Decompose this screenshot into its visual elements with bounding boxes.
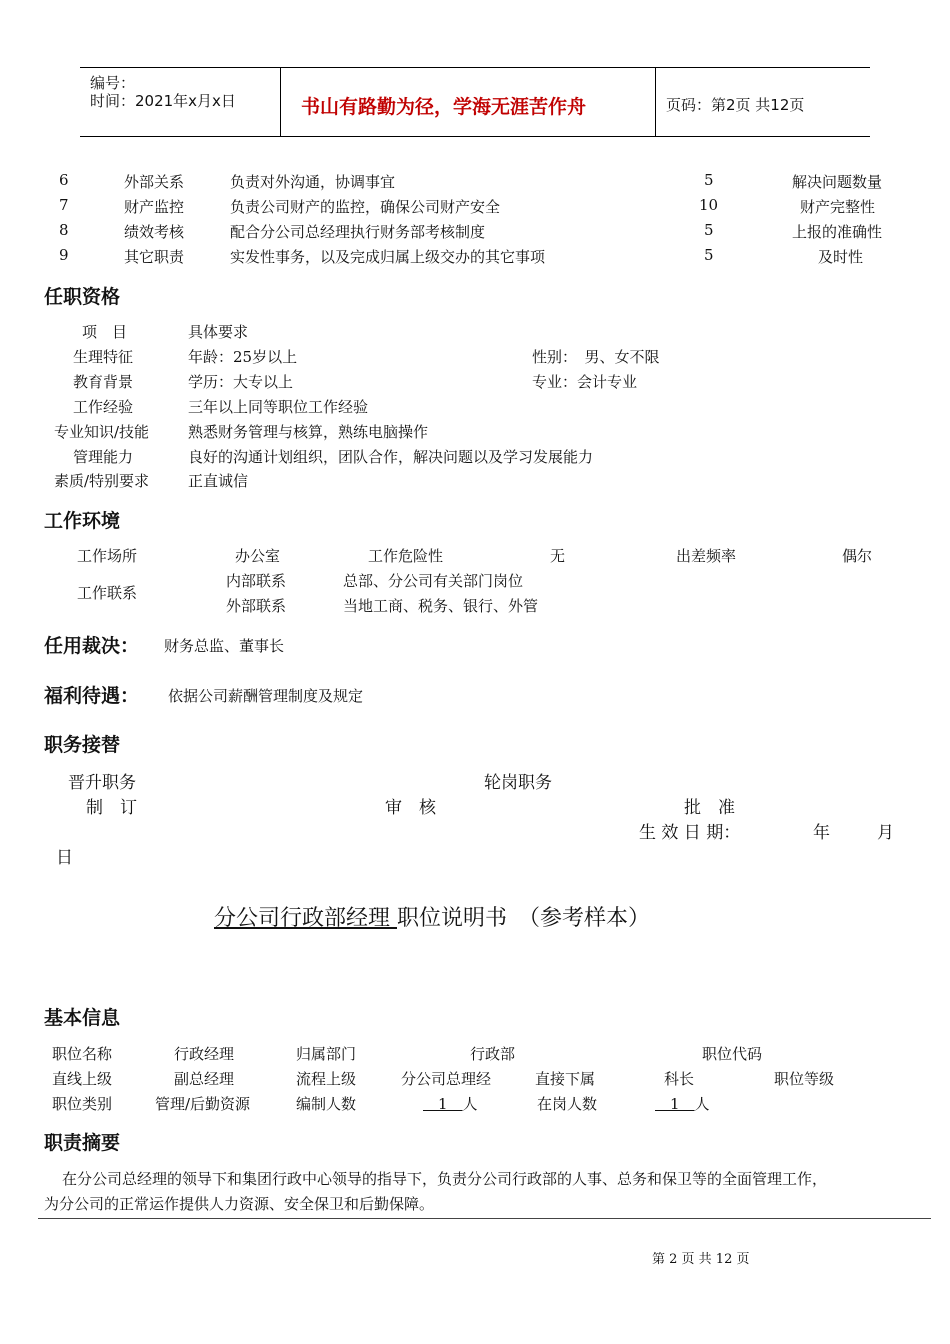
- qual-col-item: 项 目: [82, 323, 128, 341]
- duty-weight: 10: [699, 196, 719, 214]
- duty-weight: 5: [704, 246, 714, 264]
- info-cell: 直接下属: [535, 1070, 596, 1088]
- info-cell: 流程上级: [296, 1070, 357, 1088]
- header-divider: [655, 68, 656, 136]
- duty-desc: 负责公司财产的监控，确保公司财产安全: [230, 198, 501, 216]
- page-indicator: 页码：第2页 共12页: [666, 96, 805, 114]
- info-cell: 编制人数: [296, 1095, 357, 1113]
- benefits-value: 依据公司薪酬管理制度及规定: [168, 687, 364, 705]
- year-label: 年: [813, 823, 830, 843]
- env-label: 工作危险性: [368, 547, 444, 565]
- onjob-number: 1: [655, 1095, 695, 1113]
- qual-value: 良好的沟通计划组织，团队合作，解决问题以及学习发展能力: [188, 448, 594, 466]
- env-label: 内部联系: [226, 572, 287, 590]
- effective-date-label: 生 效 日 期：: [639, 823, 741, 843]
- env-label: 工作联系: [77, 584, 138, 602]
- benefits-heading: 福利待遇：: [44, 685, 140, 707]
- headcount-number: 1: [423, 1095, 463, 1113]
- info-cell: 归属部门: [296, 1045, 357, 1063]
- appointment-value: 财务总监、董事长: [164, 637, 285, 655]
- headcount-unit: 人: [462, 1095, 478, 1113]
- env-value: 总部、分公司有关部门岗位: [343, 572, 524, 590]
- header-divider: [280, 68, 281, 136]
- qualifications-heading: 任职资格: [44, 286, 121, 308]
- qual-value: 性别： 男、女不限: [532, 348, 660, 366]
- doc-time-label: 时间：2021年x月x日: [90, 92, 236, 110]
- qual-value: 正直诚信: [188, 472, 249, 490]
- doc-title-rest: 职位说明书 （参考样本）: [397, 906, 651, 931]
- succession-heading: 职务接替: [44, 734, 121, 756]
- duty-no: 7: [59, 196, 69, 214]
- qual-label: 工作经验: [73, 398, 134, 416]
- qual-value: 学历：大专以上: [188, 373, 294, 391]
- duty-name: 财产监控: [124, 198, 185, 216]
- duty-no: 9: [59, 246, 69, 264]
- duty-desc: 配合分公司总经理执行财务部考核制度: [230, 223, 486, 241]
- onjob-unit: 人: [694, 1095, 710, 1113]
- env-label: 外部联系: [226, 597, 287, 615]
- promotion-label: 晋升职务: [68, 773, 136, 793]
- duty-kpi: 财产完整性: [800, 198, 876, 216]
- qual-label: 管理能力: [73, 448, 134, 466]
- info-cell: 职位代码: [702, 1045, 763, 1063]
- day-label: 日: [56, 848, 73, 868]
- qual-col-req: 具体要求: [188, 323, 249, 341]
- env-value: 当地工商、税务、银行、外管: [343, 597, 539, 615]
- qual-value: 专业：会计专业: [532, 373, 638, 391]
- doc-code-label: 编号：: [90, 74, 136, 92]
- draft-label: 制 订: [86, 798, 137, 818]
- onjob-value: [655, 1093, 710, 1114]
- duty-kpi: 及时性: [818, 248, 864, 266]
- headcount-value: [423, 1093, 478, 1114]
- doc-title: [214, 901, 650, 932]
- qual-label: 生理特征: [73, 348, 134, 366]
- env-value: 无: [550, 547, 566, 565]
- header-slogan: 书山有路勤为径，学海无涯苦作舟: [301, 96, 587, 118]
- summary-line: 在分公司总经理的领导下和集团行政中心领导的指导下，负责分公司行政部的人事、总务和保卫等的全面管理工作，: [62, 1170, 828, 1188]
- summary-line: 为分公司的正常运作提供人力资源、安全保卫和后勤保障。: [44, 1195, 435, 1213]
- qual-label: 教育背景: [73, 373, 134, 391]
- duty-desc: 实发性事务，以及完成归属上级交办的其它事项: [230, 248, 546, 266]
- info-cell: 直线上级: [52, 1070, 113, 1088]
- env-label: 出差频率: [676, 547, 737, 565]
- info-cell: 职位类别: [52, 1095, 113, 1113]
- summary-heading: 职责摘要: [44, 1132, 121, 1154]
- duty-no: 8: [59, 221, 69, 239]
- qual-value: 熟悉财务管理与核算，熟练电脑操作: [188, 423, 429, 441]
- env-value: 偶尔: [842, 547, 873, 565]
- info-cell: 管理/后勤资源: [155, 1095, 251, 1113]
- month-label: 月: [877, 823, 894, 843]
- qual-value: 年龄：25岁以上: [188, 348, 298, 366]
- duty-name: 其它职责: [124, 248, 185, 266]
- basic-info-heading: 基本信息: [44, 1007, 121, 1029]
- appointment-heading: 任用裁决：: [44, 635, 140, 657]
- env-value: 办公室: [235, 547, 281, 565]
- duty-weight: 5: [704, 171, 714, 189]
- info-cell: 科长: [664, 1070, 695, 1088]
- page-footer: 第 2 页 共 12 页: [652, 1252, 750, 1267]
- duty-weight: 5: [704, 221, 714, 239]
- info-cell: 行政经理: [174, 1045, 235, 1063]
- doc-title-position: 分公司行政部经理: [214, 906, 397, 931]
- review-label: 审 核: [385, 798, 436, 818]
- qual-label: 专业知识/技能: [54, 423, 150, 441]
- duty-desc: 负责对外沟通，协调事宜: [230, 173, 396, 191]
- duty-no: 6: [59, 171, 69, 189]
- info-cell: 在岗人数: [537, 1095, 598, 1113]
- page-header: [80, 67, 870, 137]
- duty-name: 外部关系: [124, 173, 185, 191]
- info-cell: 职位名称: [52, 1045, 113, 1063]
- info-cell: 分公司总理经: [401, 1070, 492, 1088]
- rotation-label: 轮岗职务: [484, 773, 552, 793]
- approve-label: 批 准: [684, 798, 735, 818]
- qual-label: 素质/特别要求: [54, 472, 150, 490]
- info-cell: 职位等级: [774, 1070, 835, 1088]
- duty-kpi: 解决问题数量: [792, 173, 883, 191]
- footer-rule: [38, 1218, 931, 1219]
- duty-name: 绩效考核: [124, 223, 185, 241]
- info-cell: 行政部: [470, 1045, 516, 1063]
- qual-value: 三年以上同等职位工作经验: [188, 398, 369, 416]
- env-label: 工作场所: [77, 547, 138, 565]
- info-cell: 副总经理: [174, 1070, 235, 1088]
- environment-heading: 工作环境: [44, 510, 121, 532]
- duty-kpi: 上报的准确性: [792, 223, 883, 241]
